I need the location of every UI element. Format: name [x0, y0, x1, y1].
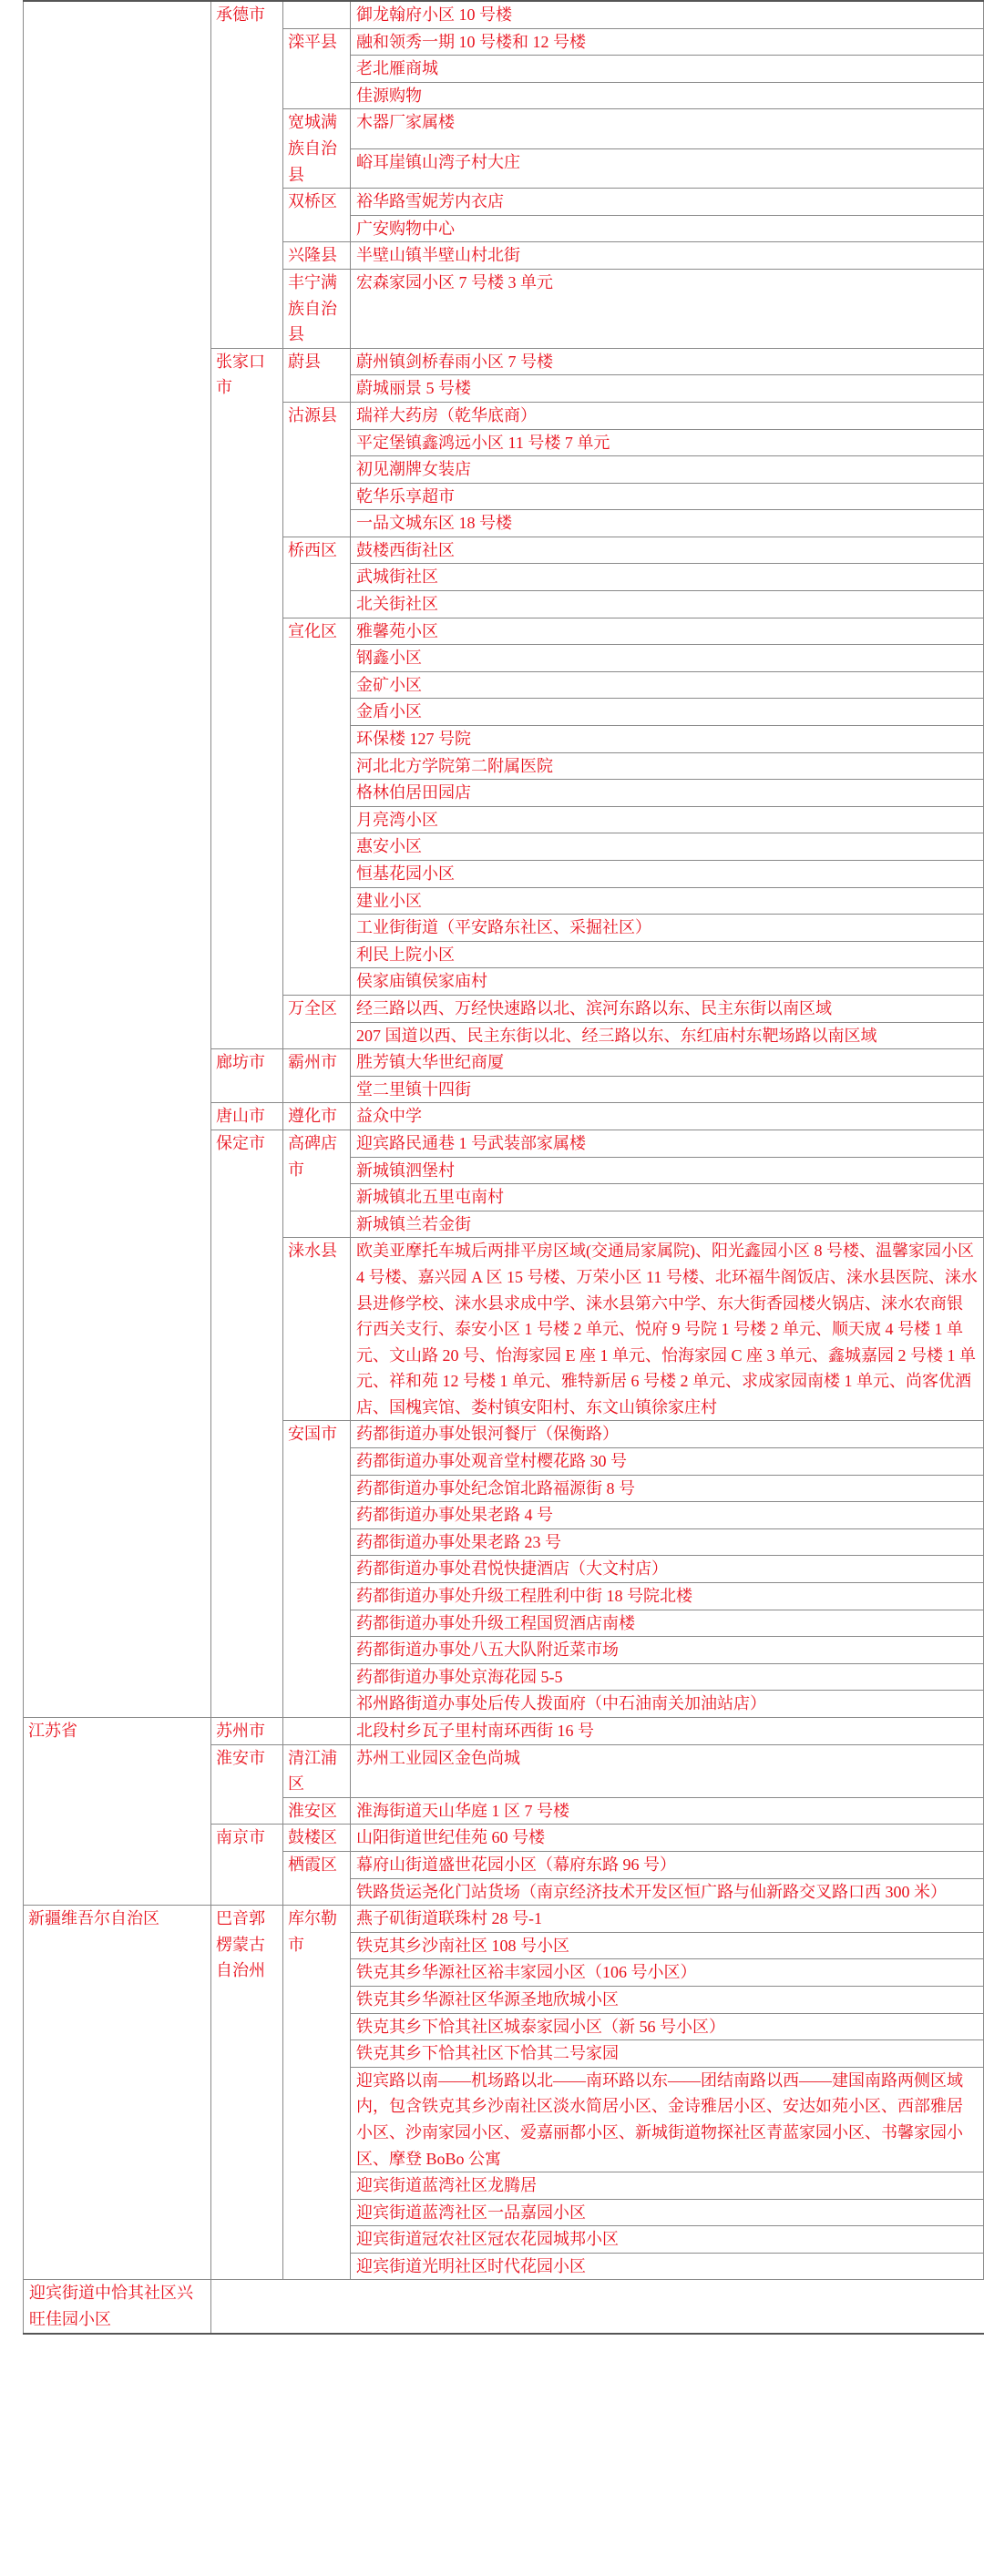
address-cell: 格林伯居田园店	[351, 780, 984, 807]
address-cell: 峪耳崖镇山湾子村大庄	[351, 148, 984, 188]
address-cell: 惠安小区	[351, 833, 984, 861]
address-cell: 药都街道办事处果老路 23 号	[351, 1528, 984, 1556]
city-cell: 承德市	[211, 1, 283, 348]
table-row	[24, 1906, 984, 1933]
province-cell	[24, 1, 211, 1718]
address-cell: 淮海街道天山华庭 1 区 7 号楼	[351, 1797, 984, 1825]
address-cell: 工业街街道（平安路东社区、采掘社区）	[351, 915, 984, 942]
address-cell: 胜芳镇大华世纪商厦	[351, 1049, 984, 1077]
address-cell: 北段村乡瓦子里村南环西街 16 号	[351, 1718, 984, 1745]
city-cell: 苏州市	[211, 1718, 283, 1745]
address-cell: 药都街道办事处升级工程胜利中街 18 号院北楼	[351, 1583, 984, 1610]
address-cell: 乾华乐享超市	[351, 483, 984, 510]
address-cell: 宏森家园小区 7 号楼 3 单元	[351, 269, 984, 348]
address-cell: 铁克其乡下恰其社区下恰其二号家园	[351, 2040, 984, 2068]
district-cell: 库尔勒市	[283, 1906, 351, 2280]
table-row	[24, 1, 984, 28]
address-cell: 经三路以西、万经快速路以北、滨河东路以东、民主东街以南区域	[351, 995, 984, 1022]
address-cell: 药都街道办事处银河餐厅（保衡路）	[351, 1421, 984, 1448]
address-cell: 鼓楼西街社区	[351, 537, 984, 564]
address-cell: 武城街社区	[351, 564, 984, 591]
address-cell: 幕府山街道盛世花园小区（幕府东路 96 号）	[351, 1851, 984, 1878]
address-cell: 新城镇兰若金街	[351, 1211, 984, 1238]
address-cell: 铁克其乡沙南社区 108 号小区	[351, 1932, 984, 1959]
district-cell: 滦平县	[283, 28, 351, 109]
address-cell: 药都街道办事处京海花园 5-5	[351, 1663, 984, 1691]
address-cell: 蔚州镇剑桥春雨小区 7 号楼	[351, 348, 984, 375]
address-cell: 苏州工业园区金色尚城	[351, 1744, 984, 1797]
address-cell: 药都街道办事处八五大队附近菜市场	[351, 1637, 984, 1664]
district-cell: 高碑店市	[283, 1130, 351, 1237]
address-cell: 迎宾路民通巷 1 号武装部家属楼	[351, 1130, 984, 1157]
address-cell: 益众中学	[351, 1103, 984, 1130]
city-cell: 张家口市	[211, 348, 283, 1048]
table-row	[24, 2280, 984, 2334]
city-cell: 南京市	[211, 1825, 283, 1906]
district-cell: 兴隆县	[283, 242, 351, 270]
address-cell: 药都街道办事处纪念馆北路福源街 8 号	[351, 1475, 984, 1502]
address-cell: 半壁山镇半壁山村北街	[351, 242, 984, 270]
district-cell: 鼓楼区	[283, 1825, 351, 1852]
address-cell: 欧美亚摩托车城后两排平房区域(交通局家属院)、阳光鑫园小区 8 号楼、温馨家园小区 4 号楼、嘉兴园 A 区 15 号楼、万荣小区 11 号楼、北环福牛阁饭店、涞水县医院、涞水县进修学校、涞水县求成中学、涞水县第六中学、东大街香园楼火锅店、涞水农商银行西关支行、泰安小区 1 号楼 2 单元、悦府 9 号院 1 号楼 2 单元、顺天宬 4 号楼 1 单元、文山路 20 号、怡海家园 E 座 1 单元、怡海家园 C 座 3 单元、鑫城嘉园 2 号楼 1 单元、祥和苑 12 号楼 1 单元、雅特新居 6 号楼 2 单元、求成家园南楼 1 单元、尚客优酒店、国槐宾馆、娄村镇安阳村、东文山镇徐家庄村	[351, 1238, 984, 1421]
district-cell: 沽源县	[283, 402, 351, 537]
city-cell: 唐山市	[211, 1103, 283, 1130]
district-cell: 双桥区	[283, 189, 351, 242]
city-cell: 巴音郭楞蒙古自治州	[211, 1906, 283, 2280]
address-table	[23, 0, 984, 2335]
address-cell: 初见潮牌女装店	[351, 456, 984, 484]
address-cell: 迎宾街道光明社区时代花园小区	[351, 2253, 984, 2280]
address-cell: 河北北方学院第二附属医院	[351, 752, 984, 780]
address-cell: 祁州路街道办事处后传人拨面府（中石油南关加油站店）	[351, 1691, 984, 1718]
address-cell: 环保楼 127 号院	[351, 726, 984, 753]
address-cell: 广安购物中心	[351, 215, 984, 242]
address-cell: 木器厂家属楼	[351, 109, 984, 148]
district-cell	[283, 1, 351, 28]
city-cell: 廊坊市	[211, 1049, 283, 1103]
address-cell: 雅馨苑小区	[351, 618, 984, 645]
address-cell: 利民上院小区	[351, 941, 984, 968]
district-cell	[283, 1718, 351, 1745]
district-cell: 霸州市	[283, 1049, 351, 1103]
address-cell: 侯家庙镇侯家庙村	[351, 968, 984, 996]
address-cell: 铁克其乡华源社区华源圣地欣城小区	[351, 1986, 984, 2013]
city-cell: 保定市	[211, 1130, 283, 1717]
address-cell: 瑞祥大药房（乾华底商）	[351, 402, 984, 429]
district-cell: 宽城满族自治县	[283, 109, 351, 189]
address-cell: 迎宾街道蓝湾社区一品嘉园小区	[351, 2199, 984, 2226]
address-cell: 迎宾街道中恰其社区兴旺佳园小区	[24, 2280, 211, 2334]
address-cell: 月亮湾小区	[351, 806, 984, 833]
district-cell: 涞水县	[283, 1238, 351, 1421]
address-cell: 北关街社区	[351, 591, 984, 618]
address-cell: 老北雁商城	[351, 56, 984, 83]
address-cell: 药都街道办事处观音堂村樱花路 30 号	[351, 1448, 984, 1476]
address-cell: 平定堡镇鑫鸿远小区 11 号楼 7 单元	[351, 429, 984, 456]
address-cell: 迎宾街道蓝湾社区龙腾居	[351, 2172, 984, 2200]
address-cell: 佳源购物	[351, 82, 984, 109]
province-cell: 新疆维吾尔自治区	[24, 1906, 211, 2280]
address-cell: 蔚城丽景 5 号楼	[351, 375, 984, 403]
address-cell: 药都街道办事处果老路 4 号	[351, 1502, 984, 1529]
address-cell: 御龙翰府小区 10 号楼	[351, 1, 984, 28]
address-table-body	[24, 1, 984, 2334]
address-cell: 铁克其乡华源社区裕丰家园小区（106 号小区）	[351, 1959, 984, 1987]
district-cell: 蔚县	[283, 348, 351, 402]
address-cell: 山阳街道世纪佳苑 60 号楼	[351, 1825, 984, 1852]
address-cell: 铁克其乡下恰其社区城泰家园小区（新 56 号小区）	[351, 2013, 984, 2040]
address-cell: 堂二里镇十四街	[351, 1076, 984, 1103]
table-row	[24, 1718, 984, 1745]
address-cell: 207 国道以西、民主东街以北、经三路以东、东红庙村东靶场路以南区域	[351, 1022, 984, 1049]
address-cell: 恒基花园小区	[351, 861, 984, 888]
address-cell: 融和领秀一期 10 号楼和 12 号楼	[351, 28, 984, 56]
district-cell: 桥西区	[283, 537, 351, 618]
address-cell: 迎宾路以南——机场路以北——南环路以东——团结南路以西——建国南路两侧区域内，包含铁克其乡沙南社区淡水简居小区、金诗雅居小区、安达如苑小区、西部雅居小区、沙南家园小区、爱嘉丽都小区、新城街道物探社区青蓝家园小区、书馨家园小区、摩登 BoBo 公寓	[351, 2067, 984, 2172]
address-cell: 新城镇北五里屯南村	[351, 1184, 984, 1211]
city-cell: 淮安市	[211, 1744, 283, 1825]
address-cell: 一品文城东区 18 号楼	[351, 510, 984, 537]
address-cell: 药都街道办事处升级工程国贸酒店南楼	[351, 1610, 984, 1637]
address-cell: 新城镇泗堡村	[351, 1157, 984, 1184]
address-cell: 铁路货运尧化门站货场（南京经济技术开发区恒广路与仙新路交叉路口西 300 米）	[351, 1878, 984, 1906]
address-cell: 建业小区	[351, 887, 984, 915]
district-cell: 清江浦区	[283, 1744, 351, 1797]
district-cell: 丰宁满族自治县	[283, 269, 351, 348]
address-cell: 燕子矶街道联珠村 28 号-1	[351, 1906, 984, 1933]
address-cell: 迎宾街道冠农社区冠农花园城邦小区	[351, 2226, 984, 2254]
address-cell: 钢鑫小区	[351, 645, 984, 672]
district-cell: 淮安区	[283, 1797, 351, 1825]
address-cell: 裕华路雪妮芳内衣店	[351, 189, 984, 216]
district-cell: 万全区	[283, 995, 351, 1048]
address-cell: 金盾小区	[351, 699, 984, 726]
district-cell: 遵化市	[283, 1103, 351, 1130]
address-cell: 金矿小区	[351, 671, 984, 699]
district-cell: 栖霞区	[283, 1851, 351, 1905]
province-cell: 江苏省	[24, 1718, 211, 1906]
district-cell: 安国市	[283, 1421, 351, 1718]
address-cell: 药都街道办事处君悦快捷酒店（大文村店）	[351, 1556, 984, 1583]
district-cell: 宣化区	[283, 618, 351, 995]
